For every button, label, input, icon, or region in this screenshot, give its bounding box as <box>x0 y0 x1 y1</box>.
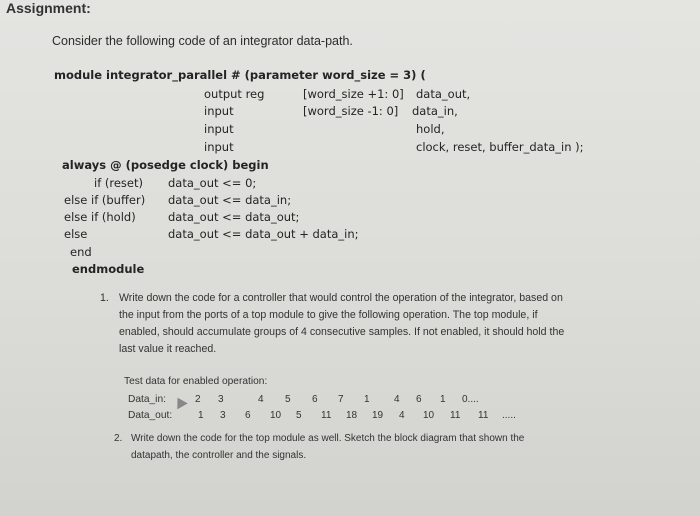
port-kw-1: input <box>204 104 234 118</box>
data-out-value: 4 <box>399 410 405 421</box>
data-in-value: 5 <box>285 394 291 405</box>
port-names-2: hold, <box>416 122 445 136</box>
data-in-value: 6 <box>416 394 422 405</box>
port-names-0: data_out, <box>416 87 471 101</box>
case-stmt-2: data_out <= data_out; <box>168 210 300 224</box>
data-in-value: 7 <box>338 394 344 405</box>
data-out-value: 10 <box>423 410 435 421</box>
question-line: enabled, should accumulate groups of 4 consecutive samples. If not enabled, it should hold the <box>119 326 565 338</box>
data-out-value: ..... <box>502 410 516 421</box>
data-in-value: 1 <box>440 394 446 405</box>
question-line: datapath, the controller and the signals. <box>131 450 307 461</box>
data-out-value: 6 <box>245 410 251 421</box>
data-in-label: Data_in: <box>128 394 166 405</box>
port-range-0: [word_size +1: 0] <box>303 87 404 101</box>
data-in-value: 1 <box>364 394 370 405</box>
module-line: module integrator_parallel # (parameter word_size = 3) ( <box>54 68 426 82</box>
data-out-value: 1 <box>198 410 204 421</box>
test-caption: Test data for enabled operation: <box>124 376 268 387</box>
port-kw-2: input <box>204 122 234 136</box>
assignment-heading: Assignment: <box>6 0 91 16</box>
data-in-value: 0.... <box>462 394 479 405</box>
data-in-value: 6 <box>312 394 318 405</box>
data-out-value: 3 <box>220 410 226 421</box>
cursor-icon <box>174 393 186 411</box>
end-line: end <box>70 245 92 259</box>
case-cond-3: else <box>64 227 88 241</box>
data-out-value: 11 <box>321 410 332 421</box>
data-out-value: 11 <box>478 410 489 421</box>
data-out-value: 11 <box>450 410 461 421</box>
question-line: Write down the code for the top module as well. Sketch the block diagram that shown the <box>131 433 525 444</box>
port-kw-3: input <box>204 140 234 154</box>
port-range-1: [word_size -1: 0] <box>303 104 399 118</box>
data-in-value: 4 <box>394 394 400 405</box>
data-out-value: 10 <box>270 410 282 421</box>
case-cond-0: if (reset) <box>94 176 143 190</box>
question-line: last value it reached. <box>119 343 217 355</box>
case-stmt-1: data_out <= data_in; <box>168 193 292 207</box>
port-names-3: clock, reset, buffer_data_in ); <box>416 140 584 154</box>
question-number: 1. <box>100 292 109 304</box>
port-names-1: data_in, <box>412 104 458 118</box>
endmodule-line: endmodule <box>72 262 145 276</box>
always-line: always @ (posedge clock) begin <box>62 158 269 172</box>
case-stmt-0: data_out <= 0; <box>168 176 257 190</box>
question-line: the input from the ports of a top module to give the following operation. The top module, if <box>119 309 538 321</box>
data-out-value: 18 <box>346 410 358 421</box>
intro-text: Consider the following code of an integrator data-path. <box>52 34 353 48</box>
question-number: 2. <box>114 433 123 444</box>
data-out-label: Data_out: <box>128 410 173 421</box>
port-kw-0: output reg <box>204 87 265 101</box>
data-in-value: 4 <box>258 394 264 405</box>
data-out-value: 19 <box>372 410 384 421</box>
data-out-value: 5 <box>296 410 302 421</box>
case-cond-2: else if (hold) <box>64 210 136 224</box>
question-line: Write down the code for a controller that would control the operation of the integrator, based on <box>119 292 563 304</box>
case-cond-1: else if (buffer) <box>64 193 146 207</box>
data-in-value: 3 <box>218 394 224 405</box>
case-stmt-3: data_out <= data_out + data_in; <box>168 227 359 241</box>
data-in-value: 2 <box>195 394 201 405</box>
